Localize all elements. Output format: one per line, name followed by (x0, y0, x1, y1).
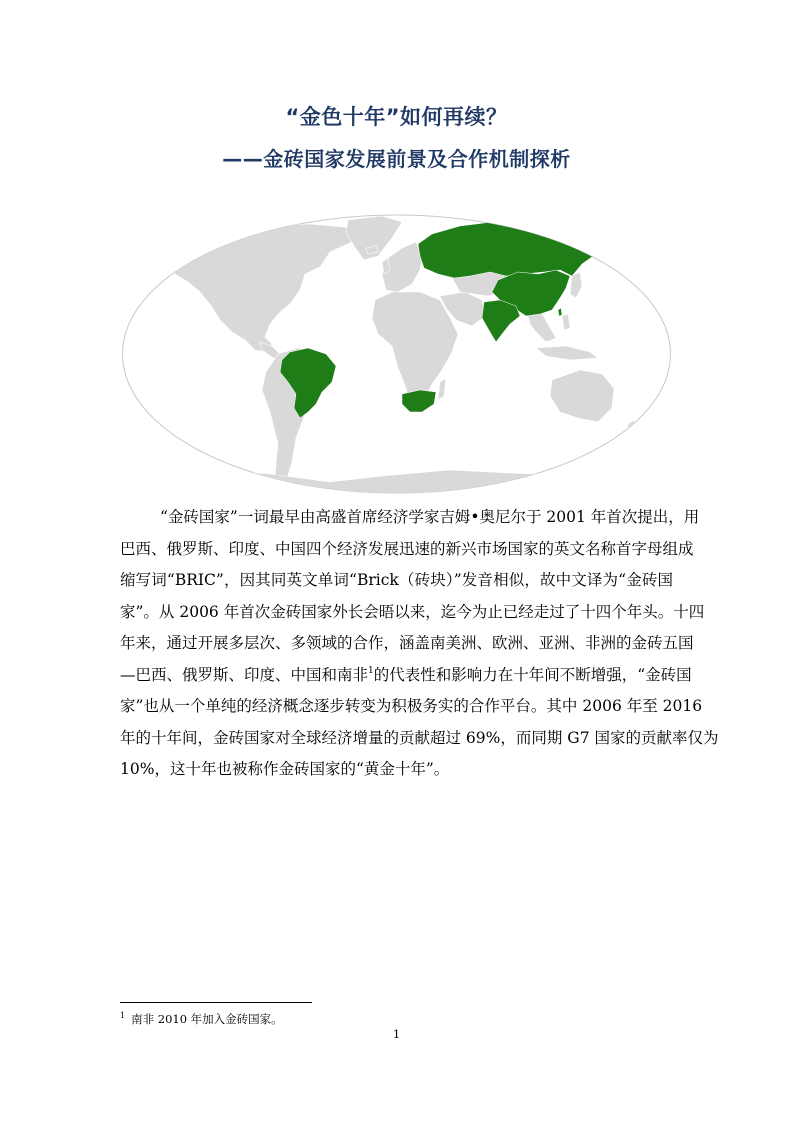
paragraph-line-part: —巴西、俄罗斯、印度、中国和南非 (120, 665, 369, 684)
footnote (120, 1011, 283, 1027)
paragraph-line: 家”。从 2006 年首次金砖国家外长会晤以来，迄今为止已经走过了十四个年头。十四 (120, 602, 705, 621)
intro-paragraph (120, 502, 719, 786)
paragraph-line: “金砖国家”一词最早由高盛首席经济学家吉姆•奥尼尔于 2001 年首次提出，用 (160, 508, 700, 526)
paragraph-line: 年的十年间，金砖国家对全球经济增量的贡献超过 69%，而同期 G7 国家的贡献率仅为 (120, 728, 719, 747)
paragraph-line: 缩写词“BRIC”，因其同英文单词“Brick（砖块）”发音相似，故中文译为“金砖国 (120, 571, 673, 589)
world-map-svg (120, 212, 673, 496)
document-title: “金色十年”如何再续？ (285, 105, 508, 129)
document-subtitle: ——金砖国家发展前景及合作机制探析 (222, 147, 571, 171)
paragraph-line: 家”也从一个单纯的经济概念逐步转变为积极务实的合作平台。其中 2006 年至 2016 (120, 697, 703, 715)
page-number: 1 (392, 1027, 401, 1041)
paragraph-line-part: 的代表性和影响力在十年间不断增强，“金砖国 (373, 665, 692, 684)
paragraph-line: 巴西、俄罗斯、印度、中国四个经济发展迅速的新兴市场国家的英文名称首字母组成 (120, 539, 694, 558)
footnote-reference[interactable]: 1 (368, 665, 374, 676)
paragraph-line-with-footnote (120, 660, 692, 692)
paragraph-line: 10%，这十年也被称作金砖国家的“黄金十年”。 (120, 760, 450, 778)
paragraph-line: 年来，通过开展多层次、多领域的合作，涵盖南美洲、欧洲、亚洲、非洲的金砖五国 (120, 634, 694, 652)
footnote-separator (120, 1002, 312, 1003)
footnote-text: 南非 2010 年加入金砖国家。 (131, 1012, 283, 1026)
footnote-mark: 1 (120, 1011, 126, 1020)
world-map (120, 212, 673, 496)
